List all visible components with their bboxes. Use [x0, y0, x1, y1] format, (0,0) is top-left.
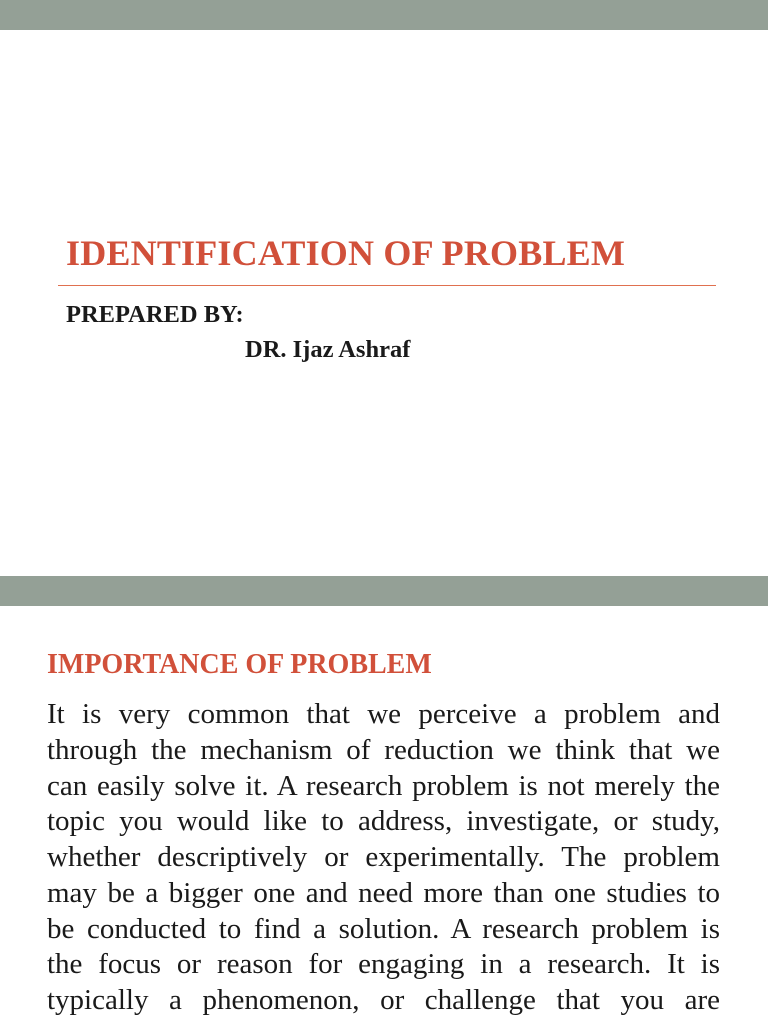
body-text-line: may be a bigger one and need more than one studies to — [47, 876, 720, 909]
slide-title: IDENTIFICATION OF PROBLEM — [66, 233, 626, 273]
body-text-line: typically a phenomenon, or challenge that you are — [47, 984, 720, 1016]
content-slide — [0, 576, 768, 1024]
slide-header-band — [0, 576, 768, 606]
slide-heading: IMPORTANCE OF PROBLEM — [47, 649, 432, 680]
body-text-line: topic you would like to address, investigate, or study, — [47, 805, 720, 838]
body-text-line: through the mechanism of reduction we think that we — [47, 733, 720, 766]
slide-header-band — [0, 0, 768, 30]
body-text-line: the focus or reason for engaging in a research. It is — [47, 948, 720, 981]
body-text-line: can easily solve it. A research problem is not merely the — [47, 769, 720, 802]
slide-body-text — [47, 697, 720, 1019]
author-name: DR. Ijaz Ashraf — [245, 336, 411, 363]
body-text-line: whether descriptively or experimentally. The problem — [47, 841, 720, 873]
body-text-line: It is very common that we perceive a problem and — [47, 698, 720, 730]
body-text-line: be conducted to find a solution. A research problem is — [47, 912, 720, 945]
prepared-by-label: PREPARED BY: — [66, 301, 244, 328]
title-underline — [58, 285, 716, 286]
